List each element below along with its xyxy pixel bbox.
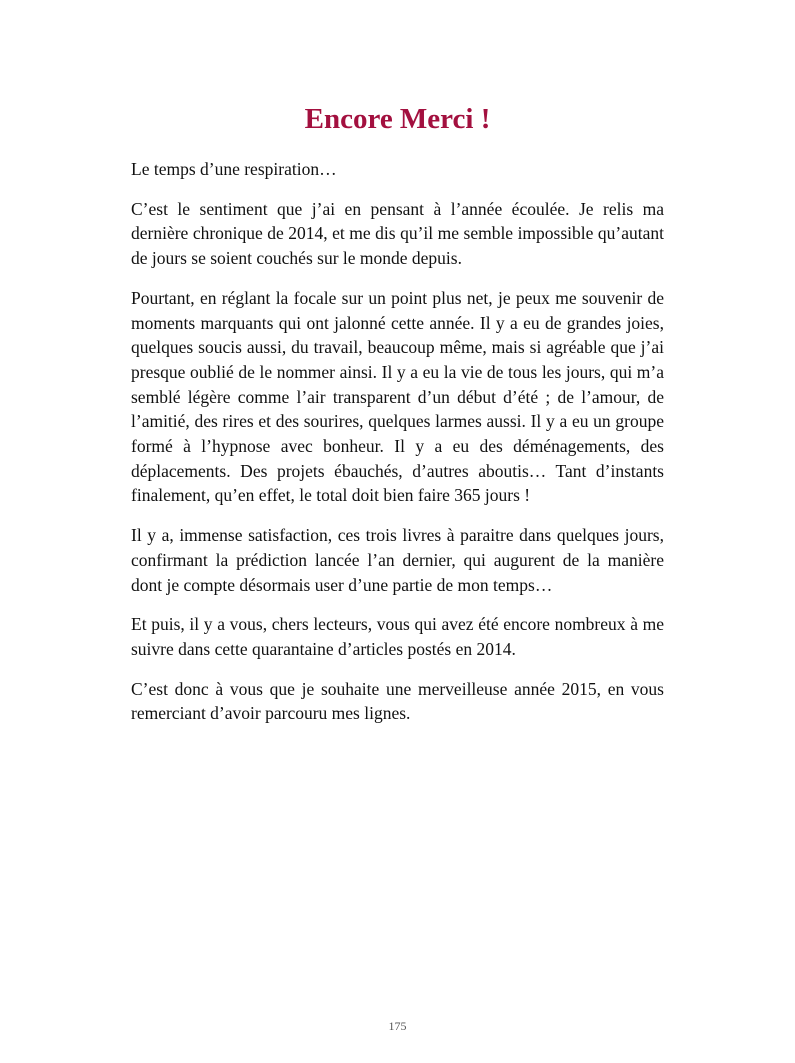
paragraph-1: Le temps d’une respiration… (131, 159, 337, 179)
paragraph-6: C’est donc à vous que je souhaite une merveilleuse année 2015, en vous remerciant d’avoir parcouru mes lignes. (131, 678, 664, 724)
paragraph-3: Pourtant, en réglant la focale sur un point plus net, je peux me souvenir de moments marquants qui ont jalonné cette année. Il y a eu de grandes joies, quelques soucis aussi, du travail, beaucoup même, mais si agréable que j’ai presque oublié de le nommer ainsi. Il y a eu la vie de tous les jours, qui m’a semblé légère comme l’air transparent d’un début d’été ; de l’amour, de l’amitié, des rires et des sourires, quelques larmes aussi. Il y a eu un groupe formé à l’hypnose avec bonheur. Il y a eu des déménagements, des déplacements. Des projets ébauchés, d’autres aboutis… Tant d’instants finalement, qu’en effet, le total doit bien faire 365 jours ! (131, 287, 664, 506)
page-number: 175 (388, 1019, 407, 1033)
page-title: Encore Merci ! (304, 103, 491, 135)
paragraph-4: Il y a, immense satisfaction, ces trois livres à paraitre dans quelques jours, confirmant la prédiction lancée l’an dernier, qui augurent de la manière dont je compte désormais user d’une partie de mon temps… (131, 525, 664, 595)
paragraph-2: C’est le sentiment que j’ai en pensant à l’année écoulée. Je relis ma dernière chronique de 2014, et me dis qu’il me semble impossible qu’autant de jours se soient couchés sur le monde depuis. (131, 198, 664, 269)
body-text (131, 157, 664, 741)
paragraph-5: Et puis, il y a vous, chers lecteurs, vous qui avez été encore nombreux à me suivre dans cette quarantaine d’articles postés en 2014. (131, 614, 664, 659)
